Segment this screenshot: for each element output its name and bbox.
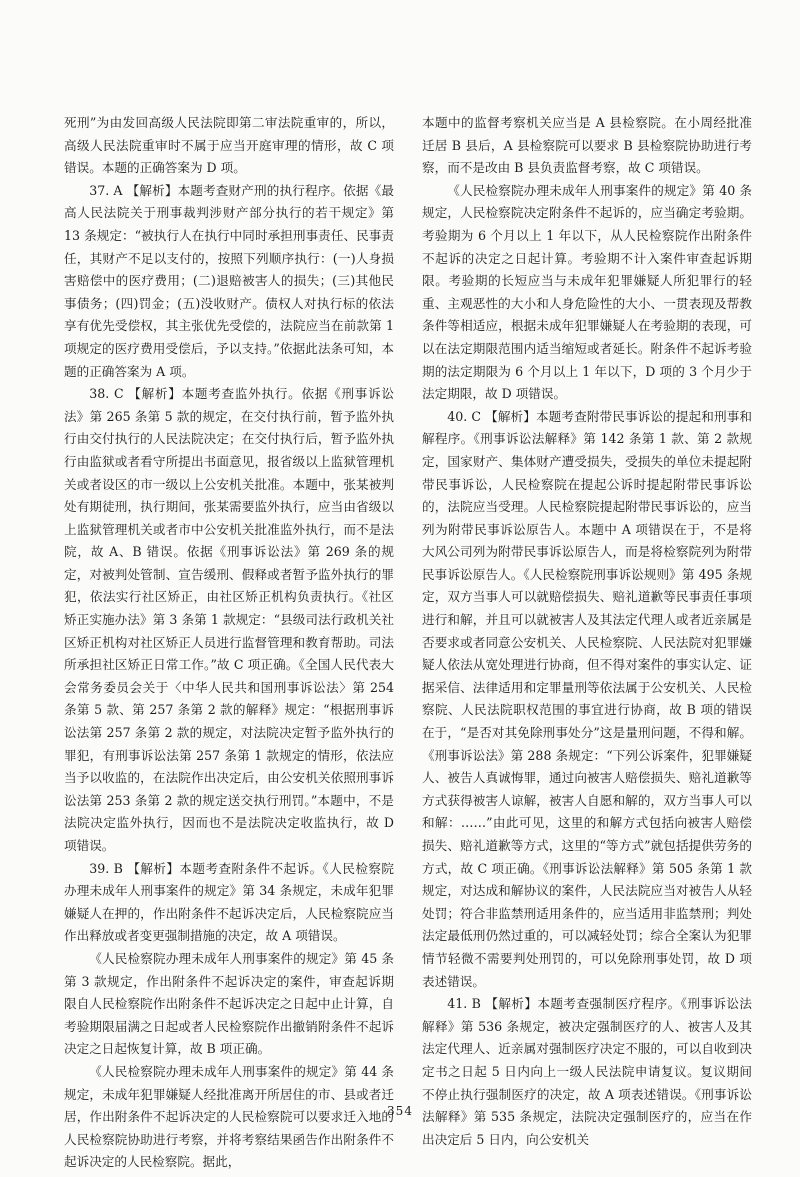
answer-39-paragraph: 39. B 【解析】本题考查附条件不起诉。《人民检察院办理未成年人刑事案件的规定》第 34 条规定，未成年犯罪嫌疑人在押的，作出附条件不起诉决定后，人民检察院应当作出释放或者变更强制措施的决定，故 A 项错误。 xyxy=(64,860,394,944)
paragraph: 死刑”为由发回高级人民法院即第二审法院重审的，所以，高级人民法院重审时不属于应当开庭审理的情形，故 C 项错误。本题的正确答案为 D 项。 xyxy=(64,115,394,176)
right-column xyxy=(422,112,752,1151)
answer-40-paragraph: 40. C 【解析】本题考查附带民事诉讼的提起和刑事和解程序。《刑事诉讼法解释》第 142 条第 1 款、第 2 款规定，国家财产、集体财产遭受损失，受损失的单位未提起附带民事诉讼，人民检察院在提起公诉时提起附带民事诉讼的，法院应当受理。人民检察院提起附带民事诉讼的，应当列为附带民事诉讼原告人。本题中 A 项错误在于，不是将大风公司列为附带民事诉讼原告人，而是将检察院列为附带民事诉讼原告人。《人民检察院刑事诉讼规则》第 495 条规定，双方当事人可以就赔偿损失、赔礼道歉等民事责任事项进行和解，并且可以就被害人及其法定代理人或者近亲属是否要求或者同意公安机关、人民检察院、人民法院对犯罪嫌疑人依法从宽处理进行协商，但不得对案件的事实认定、证据采信、法律适用和定罪量刑等依法属于公安机关、人民检察院、人民法院职权范围的事宜进行协商，故 B 项的错误在于，“是否对其免除刑事处分”这是量刑问题，不得和解。《刑事诉讼法》第 288 条规定：“下列公诉案件，犯罪嫌疑人、被告人真诚悔罪，通过向被害人赔偿损失、赔礼道歉等方式获得被害人谅解，被害人自愿和解的，双方当事人可以和解：……”由此可见，这里的和解方式包括向被害人赔偿损失、赔礼道歉等方式，这里的“等方式”就包括提供劳务的方式，故 C 项正确。《刑事诉讼法解释》第 505 条第 1 款规定，对达成和解协议的案件，人民法院应当对被告人从轻处罚；符合非监禁刑适用条件的，应当适用非监禁刑；判处法定最低刑仍然过重的，可以减轻处罚；综合全案认为犯罪情节轻微不需要判处刑罚的，可以免除刑事处罚，故 D 项表述错误。 xyxy=(422,408,752,989)
paragraph: 本题中的监督考察机关应当是 A 县检察院。在小周经批准迁居 B 县后，A 县检察院可以要求 B 县检察院协助进行考察，而不是改由 B 县负责监督考察，故 C 项错误。 xyxy=(422,115,752,176)
answer-38-paragraph: 38. C 【解析】本题考查监外执行。依据《刑事诉讼法》第 265 条第 5 款的规定，在交付执行前，暂予监外执行由交付执行的人民法院决定；在交付执行后，暂予监外执行由监狱或者看守所提出书面意见，报省级以上监狱管理机关或者设区的市一级以上公安机关批准。本题中，张某被判处有期徒刑，执行期间，张某需要监外执行，应当由省级以上监狱管理机关或者市中公安机关批准监外执行，而不是法院，故 A、B 错误。依据《刑事诉讼法》第 269 条的规定，对被判处管制、宣告缓刑、假释或者暂予监外执行的罪犯，依法实行社区矫正，由社区矫正机构负责执行。《社区矫正实施办法》第 3 条第 1 款规定：“县级司法行政机关社区矫正机构对社区矫正人员进行监督管理和教育帮助。司法所承担社区矫正日常工作。”故 C 项正确。《全国人民代表大会常务委员会关于〈中华人民共和国刑事诉讼法〉第 254 条第 5 款、第 257 条第 2 款的解释》规定：“根据刑事诉讼法第 257 条第 2 款的规定，对法院决定暂予监外执行的罪犯，有刑事诉讼法第 257 条第 1 款规定的情形，依法应当予以收监的，在法院作出决定后，由公安机关依照刑事诉讼法第 253 条第 2 款的规定送交执行刑罚。”本题中，不是法院决定监外执行，因而也不是法院决定收监执行，故 D 项错误。 xyxy=(64,386,394,853)
answer-41-paragraph: 41. B 【解析】本题考查强制医疗程序。《刑事诉讼法解释》第 536 条规定，被决定强制医疗的人、被害人及其法定代理人、近亲属对强制医疗决定不服的，可以自收到决定书之日起 5 日内向上一级人民法院申请复议。复议期间不停止执行强制医疗的决定，故 A 项表述错误。《刑事诉讼法解释》第 535 条规定，法院决定强制医疗的，应当在作出决定后 5 日内，向公安机关 xyxy=(422,996,752,1147)
left-column xyxy=(64,112,394,1174)
paragraph: 《人民检察院办理未成年人刑事案件的规定》第 44 条规定，未成年犯罪嫌疑人经批准离开所居住的市、县或者迁居，作出附条件不起诉决定的人民检察院可以要求迁入地的人民检察院协助进行考察，并将考察结果函告作出附条件不起诉决定的人民检察院。据此， xyxy=(64,1063,394,1170)
answer-37-paragraph: 37. A 【解析】本题考查财产刑的执行程序。依据《最高人民法院关于刑事裁判涉财产部分执行的若干规定》第 13 条规定：“被执行人在执行中同时承担刑事责任、民事责任，其财产不足以支付的，按照下列顺序执行：(一)人身损害赔偿中的医疗费用；(二)退赔被害人的损失；(三)其他民事债务；(四)罚金；(五)没收财产。债权人对执行标的依法享有优先受偿权，其主张优先受偿的，法院应当在前款第 1 项规定的医疗费用受偿后，予以支持。”依据此法条可知，本题的正确答案为 A 项。 xyxy=(64,182,394,379)
paragraph: 《人民检察院办理未成年人刑事案件的规定》第 40 条规定，人民检察院决定附条件不起诉的，应当确定考验期。考验期为 6 个月以上 1 年以下，从人民检察院作出附条件不起诉的决定之日起计算。考验期不计入案件审查起诉期限。考验期的长短应当与未成年犯罪嫌疑人所犯罪行的轻重、主观恶性的大小和人身危险性的大小、一贯表现及帮教条件等相适应，根据未成年犯罪嫌疑人在考验期的表现，可以在法定期限范围内适当缩短或者延长。附条件不起诉考验期的法定期限为 6 个月以上 1 年以下，D 项的 3 个月少于法定期限，故 D 项错误。 xyxy=(422,182,752,402)
page-number: 354 xyxy=(387,1104,413,1118)
paragraph: 《人民检察院办理未成年人刑事案件的规定》第 45 条第 3 款规定，作出附条件不起诉决定的案件，审查起诉期限自人民检察院作出附条件不起诉决定之日起中止计算，自考验期限届满之日起或者人民检察院作出撤销附条件不起诉决定之日起恢复计算，故 B 项正确。 xyxy=(64,950,394,1057)
